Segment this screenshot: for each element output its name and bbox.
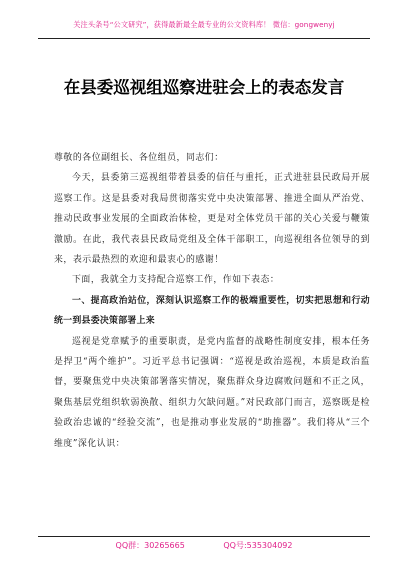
page-footer	[0, 540, 408, 551]
paragraph-statement: 下面，我就全力支持配合巡察工作，作如下表态：	[72, 275, 280, 286]
section-heading-1: 一、提高政治站位，深刻认识巡察工作的极端重要性，切实把思想和行动统一到县委决策部署上来	[54, 295, 370, 327]
document-body	[54, 148, 370, 454]
document-title: 在县委巡视组巡察进驻会上的表态发言	[63, 78, 345, 97]
header-divider	[38, 38, 370, 39]
footer-qq-group: QQ群：30265665	[115, 541, 185, 550]
footer-qq-number: QQ号:535304092	[223, 541, 293, 550]
paragraph-section-1: 巡视是党章赋予的重要职责，是党内监督的战略性制度安排，根本任务是捍卫“两个维护”。习近平总书记强调：“巡视是政治巡视，本质是政治监督，要聚焦党中央决策部署落实情况，聚焦群众身边腐败问题和不正之风，聚焦基层党组织软弱涣散、组织力欠缺问题。”对民政部门而言，巡察既是检验政治忠诚的“经验交流”，也是推动事业发展的“助推器”。我们将从“三个维度”深化认识：	[54, 336, 370, 449]
paragraph-intro: 今天，县委第三巡视组带着县委的信任与重托，正式进驻县民政局开展巡察工作。这是县委对我局贯彻落实党中央决策部署、推进全面从严治党、推动民政事业发展的全面政治体检，更是对全体党员干部的关心关爱与鞭策激励。在此，我代表县民政局党组及全体干部职工，向巡视组各位领导的到来，表示最热烈的欢迎和最衷心的感谢！	[54, 173, 370, 266]
page-header-note: 关注头条号“公文研究”，获得最新最全最专业的公文资料库！ 微信：gongwenyj	[73, 20, 335, 29]
salutation: 尊敬的各位副组长、各位组员，同志们：	[54, 153, 224, 163]
footer-divider	[38, 536, 370, 537]
